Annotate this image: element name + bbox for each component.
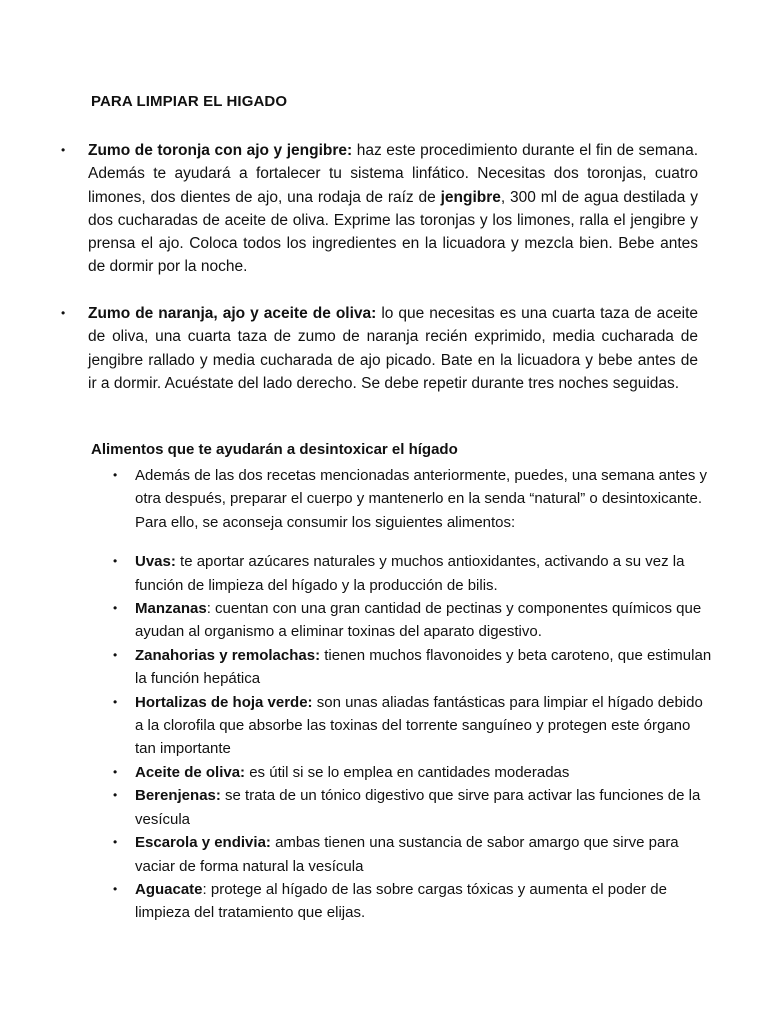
intro-text: Además de las dos recetas mencionadas anteriormente, puedes, una semana antes y otra después, preparar el cuerpo y mantenerlo en la senda “natural” o desintoxicante. Para ello, se aconseja consumir los siguientes alimentos: [135, 467, 708, 531]
list-item [113, 831, 715, 878]
recipe-highlight: jengibre [440, 188, 501, 206]
recipe-title: Zumo de toronja con ajo y jengibre: [88, 142, 353, 159]
food-name: Berenjenas: [135, 787, 221, 805]
bullet: • [113, 881, 118, 896]
bullet: • [113, 647, 118, 662]
food-text: tienen muchos flavonoides y beta caroteno, que estimulan la función hepática [135, 646, 712, 688]
bullet: • [113, 764, 118, 779]
food-text: son unas aliadas fantásticas para limpiar el hígado debido a la clorofila que absorbe las toxinas del torrente sanguíneo y protegen este órgano tan importante [135, 693, 703, 758]
food-list [113, 464, 715, 925]
bullet: • [113, 694, 118, 709]
page-title: PARA LIMPIAR EL HIGADO [91, 93, 288, 110]
food-text: te aportar azúcares naturales y muchos antioxidantes, activando a su vez la función de limpieza del hígado y la producción de bilis. [135, 553, 685, 594]
bullet: • [113, 468, 118, 482]
food-text: : cuentan con una gran cantidad de pectinas y componentes químicos que ayudan al organismo a eliminar toxinas del aparato digestivo. [135, 600, 702, 641]
food-name: Manzanas [135, 600, 207, 618]
food-name: Hortalizas de hoja verde: [135, 693, 313, 711]
food-text: : protege al hígado de las sobre cargas tóxicas y aumenta el poder de limpieza del tratamiento que elijas. [135, 880, 667, 922]
food-name: Aceite de oliva: [135, 763, 246, 781]
list-item [113, 784, 715, 831]
section-heading: Alimentos que te ayudarán a desintoxicar el hígado [91, 441, 458, 458]
bullet: • [113, 835, 118, 850]
list-item [113, 644, 715, 691]
food-name: Aguacate [135, 880, 203, 898]
list-item [113, 691, 715, 761]
intro-item [113, 464, 715, 534]
food-text: es útil si se lo emplea en cantidades moderadas [245, 763, 570, 781]
bullet: • [113, 601, 118, 616]
food-name: Uvas: [135, 553, 176, 571]
recipe-text: , 300 ml de agua destilada y dos cucharadas de aceite de oliva. Exprime las toronjas y los limones, ralla el jengibre y prensa el ajo. Coloca todos los ingredientes en la licuadora y mezcla bien. Bebe antes de dormir por la noche. [88, 188, 698, 276]
recipe-text: haz este procedimiento durante el fin de semana. Además te ayudará a fortalecer tu sistema linfático. Necesitas dos toronjas, cuatro limones, dos dientes de ajo, una rodaja de raíz de [88, 142, 698, 206]
food-name: Escarola y endivia: [135, 834, 271, 852]
list-item [113, 878, 715, 925]
food-text: ambas tienen una sustancia de sabor amargo que sirve para vaciar de forma natural la vesícula [135, 834, 679, 875]
bullet: • [113, 788, 118, 803]
recipe-text: lo que necesitas es una cuarta taza de aceite de oliva, una cuarta taza de zumo de naranja recién exprimido, media cucharada de jengibre rallado y media cucharada de ajo picado. Bate en la licuadora y bebe antes de ir a dormir. Acuéstate del lado derecho. Se debe repetir durante tres noches seguidas. [88, 305, 698, 392]
bullet: • [61, 306, 66, 320]
recipe-item [61, 302, 698, 395]
recipe-title: Zumo de naranja, ajo y aceite de oliva: [88, 305, 377, 322]
list-item [113, 761, 715, 784]
food-name: Zanahorias y remolachas: [135, 646, 321, 664]
recipe-item [61, 139, 698, 279]
list-item [113, 550, 715, 597]
food-text: se trata de un tónico digestivo que sirve para activar las funciones de la vesícula [135, 787, 701, 828]
list-item [113, 597, 715, 644]
bullet: • [113, 554, 118, 569]
bullet: • [61, 143, 66, 157]
